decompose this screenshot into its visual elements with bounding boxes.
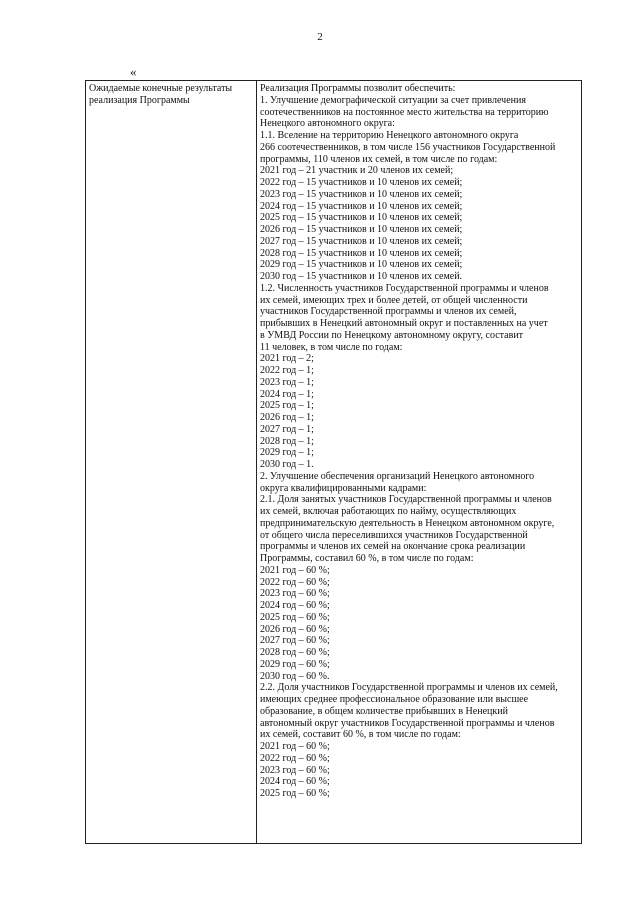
content-line: 2024 год – 60 %; — [260, 776, 330, 788]
content-line: 2021 год – 60 %; — [260, 564, 330, 576]
content-line: 2021 год – 60 %; — [260, 741, 330, 752]
row-label-cell — [86, 81, 257, 844]
content-line: Ненецкого автономного округа: — [260, 118, 395, 130]
content-line: 2025 год – 60 %; — [260, 611, 330, 623]
content-line: 1.1. Вселение на территорию Ненецкого автономного округа — [260, 130, 519, 141]
content-line: 11 человек, в том числе по годам: — [260, 341, 403, 353]
content-line: 2022 год – 1; — [260, 365, 314, 376]
content-line: 2.2. Доля участников Государственной программы и членов их семей, — [260, 682, 558, 694]
content-line: 2024 год – 15 участников и 10 членов их семей; — [260, 200, 463, 212]
content-line: 2027 год – 15 участников и 10 членов их семей; — [260, 235, 463, 247]
content-line: от общего числа переселившихся участников Государственной — [260, 529, 528, 541]
content-line: 2024 год – 1; — [260, 388, 314, 400]
content-line: программы, 110 членов их семей, в том числе по годам: — [260, 153, 498, 165]
content-line: 2023 год – 15 участников и 10 членов их семей; — [260, 188, 463, 200]
opening-quote-mark: « — [130, 64, 137, 79]
page-number: 2 — [317, 31, 323, 43]
content-line: 2025 год – 15 участников и 10 членов их семей; — [260, 212, 463, 224]
content-line: 2.1. Доля занятых участников Государственной программы и членов — [260, 494, 552, 506]
content-line: имеющих среднее профессиональное образование или высшее — [260, 694, 529, 705]
content-line: автономный округ участников Государственной программы и членов — [260, 717, 555, 729]
content-line: участников Государственной программы и членов их семей, — [260, 306, 517, 318]
content-line: 2028 год – 15 участников и 10 членов их семей; — [260, 247, 463, 259]
content-line: 2029 год – 60 %; — [260, 658, 330, 670]
table-row — [86, 81, 582, 844]
content-line: их семей, имеющих трех и более детей, от общей численности — [260, 294, 528, 306]
content-line: 266 соотечественников, в том числе 156 участников Государственной — [260, 141, 556, 153]
content-line: 1. Улучшение демографической ситуации за счет привлечения — [260, 94, 526, 106]
content-line: 2029 год – 15 участников и 10 членов их семей; — [260, 259, 463, 271]
content-line: 2029 год – 1; — [260, 447, 314, 459]
content-line: предпринимательскую деятельность в Ненецком автономном округе, — [260, 517, 555, 529]
content-line: 2025 год – 1; — [260, 400, 314, 412]
content-line: 2024 год – 60 %; — [260, 600, 330, 611]
content-line: 2021 год – 21 участник и 20 членов их семей; — [260, 165, 454, 177]
content-line: образование, в общем количестве прибывших в Ненецкий — [260, 705, 508, 717]
content-line: 2023 год – 60 %; — [260, 588, 330, 600]
content-line: их семей, включая работающих по найму, осуществляющих — [260, 506, 517, 517]
content-line: прибывших в Ненецкий автономный округ и поставленных на учет — [260, 318, 548, 329]
content-line: 2027 год – 1; — [260, 423, 314, 435]
content-line: 2026 год – 1; — [260, 412, 314, 423]
content-line: 2028 год – 60 %; — [260, 647, 330, 658]
content-line: 2030 год – 15 участников и 10 членов их семей. — [260, 271, 463, 282]
program-results-table — [85, 80, 582, 844]
content-line: их семей, составит 60 %, в том числе по годам: — [260, 729, 461, 741]
content-line: 2030 год – 60 %. — [260, 670, 330, 682]
content-line: 2026 год – 60 %; — [260, 623, 330, 635]
content-line: Реализация Программы позволит обеспечить: — [260, 83, 456, 94]
label-line: реализация Программы — [89, 94, 190, 106]
content-line: Программы, составил 60 %, в том числе по годам: — [260, 553, 474, 564]
content-line: 2023 год – 60 %; — [260, 764, 330, 776]
content-line: 2026 год – 15 участников и 10 членов их семей; — [260, 224, 463, 235]
content-line: 2. Улучшение обеспечения организаций Ненецкого автономного — [260, 470, 535, 482]
content-line: 2021 год – 2; — [260, 353, 314, 365]
content-line: 2030 год – 1. — [260, 459, 314, 470]
content-line: 2028 год – 1; — [260, 435, 314, 447]
content-line: 2022 год – 60 %; — [260, 752, 330, 764]
content-line: 2027 год – 60 %; — [260, 635, 330, 647]
content-line: 2022 год – 15 участников и 10 членов их семей; — [260, 177, 463, 188]
row-content-cell — [257, 81, 582, 844]
content-line: 1.2. Численность участников Государственной программы и членов — [260, 282, 549, 294]
content-line: 2022 год – 60 %; — [260, 576, 330, 588]
content-line: программы и членов их семей на окончание срока реализации — [260, 541, 526, 553]
label-line: Ожидаемые конечные результаты — [89, 83, 233, 94]
content-line: 2023 год – 1; — [260, 376, 314, 388]
content-line: в УМВД России по Ненецкому автономному округу, составит — [260, 329, 524, 341]
content-line: 2025 год – 60 %; — [260, 788, 330, 799]
content-line: соотечественников на постоянное место жительства на территорию — [260, 106, 549, 118]
content-line: округа квалифицированными кадрами: — [260, 482, 427, 494]
